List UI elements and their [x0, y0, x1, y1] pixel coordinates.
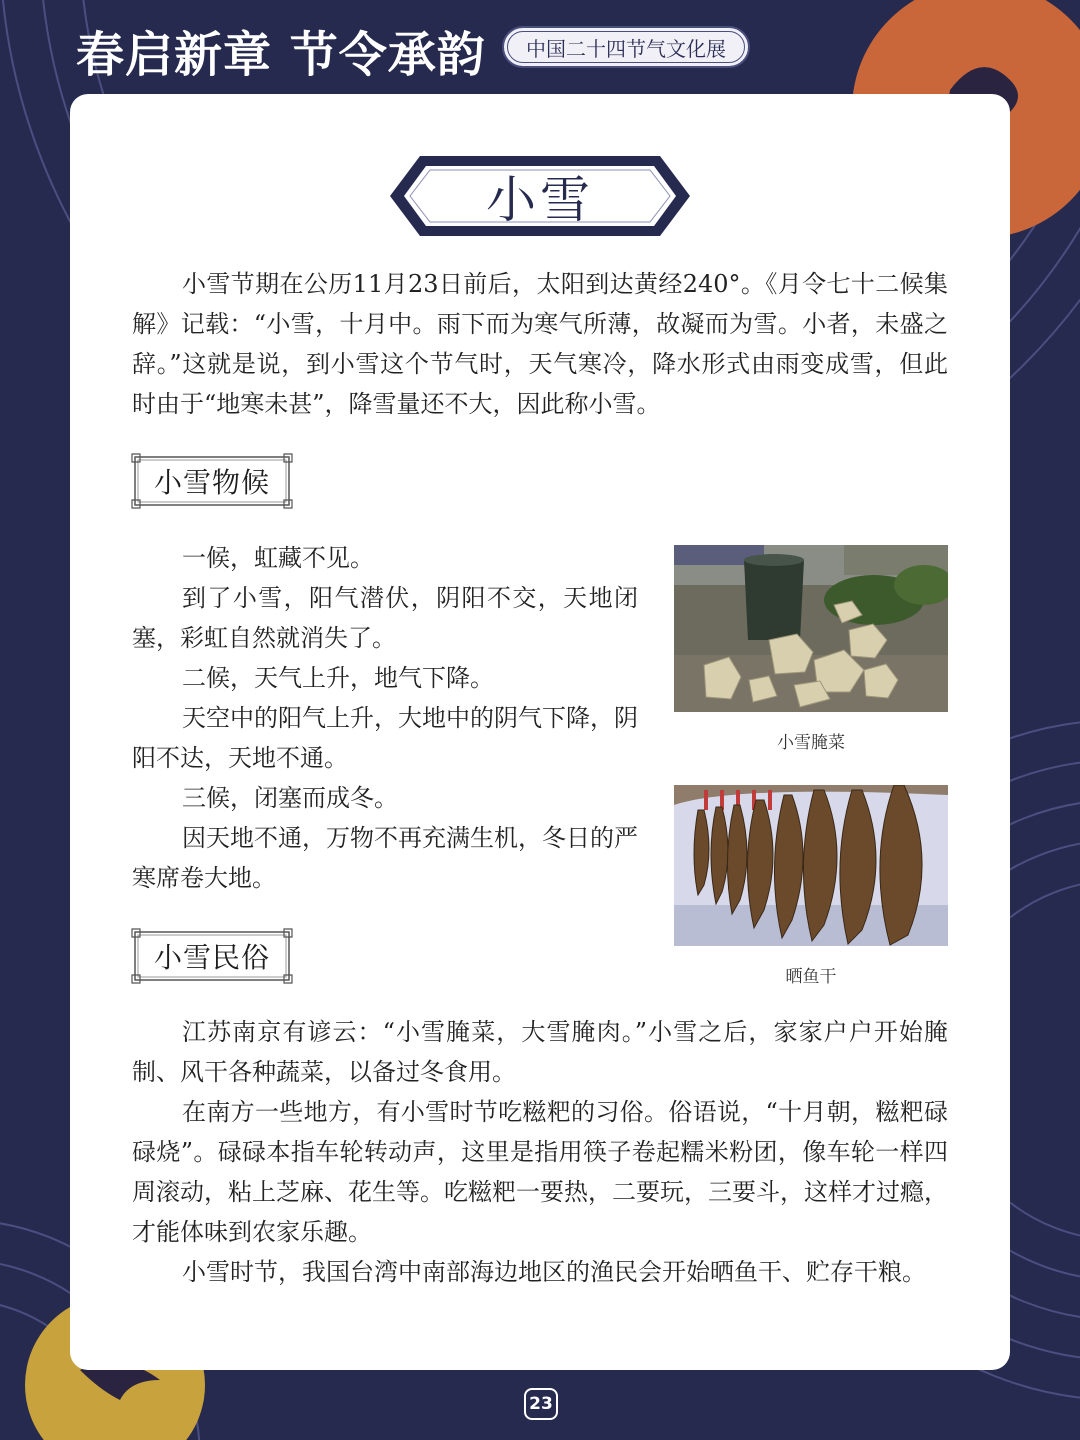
- customs-paragraph: 在南方一些地方，有小雪时节吃糍粑的习俗。俗语说，“十月朝，糍粑碌碌烧”。碌碌本指车轮转动声，这里是指用筷子卷起糯米粉团，像车轮一样四周滚动，粘上芝麻、花生等。吃糍粑一要热，二要玩，三要斗，这样才过瘾，才能体味到农家乐趣。: [132, 1098, 948, 1246]
- photo-pickled-vegetables: [674, 545, 948, 712]
- header-title: 春启新章 节令承韵: [76, 27, 486, 83]
- page-title: 小雪: [486, 171, 594, 229]
- phenology-paragraph: 一候，虹藏不见。: [182, 544, 374, 572]
- photo-caption: 晒鱼干: [785, 967, 837, 987]
- section-heading-phenology: 小雪物候: [153, 466, 270, 499]
- phenology-paragraph: 到了小雪，阳气潜伏，阴阳不交，天地闭塞，彩虹自然就消失了。: [132, 584, 638, 652]
- customs-paragraph: 小雪时节，我国台湾中南部海边地区的渔民会开始晒鱼干、贮存干粮。: [182, 1258, 926, 1286]
- exhibition-badge-text: 中国二十四节气文化展: [507, 31, 745, 63]
- intro-paragraph: 小雪节期在公历11月23日前后，太阳到达黄经240°。《月令七十二候集解》记载：“小雪，十月中。雨下而为寒气所薄，故凝而为雪。小者，未盛之辞。”这就是说，到小雪这个节气时，天气寒冷，降水形式由雨变成雪，但此时由于“地寒未甚”，降雪量还不大，因此称小雪。: [132, 270, 948, 418]
- phenology-paragraph: 二候，天气上升，地气下降。: [182, 664, 494, 692]
- photo-dried-fish: [674, 785, 948, 946]
- phenology-paragraph: 三候，闭塞而成冬。: [182, 784, 398, 812]
- exhibition-badge: [502, 26, 750, 68]
- phenology-paragraph: 天空中的阳气上升，大地中的阴气下降，阴阳不达，天地不通。: [132, 704, 638, 772]
- customs-paragraph: 江苏南京有谚云：“小雪腌菜，大雪腌肉。”小雪之后，家家户户开始腌制、风干各种蔬菜，以备过冬食用。: [132, 1018, 948, 1086]
- section-heading-folk-customs: 小雪民俗: [153, 941, 270, 974]
- phenology-paragraph: 因天地不通，万物不再充满生机，冬日的严寒席卷大地。: [132, 824, 638, 892]
- page-number: 23: [524, 1388, 558, 1420]
- photo-caption: 小雪腌菜: [777, 733, 845, 753]
